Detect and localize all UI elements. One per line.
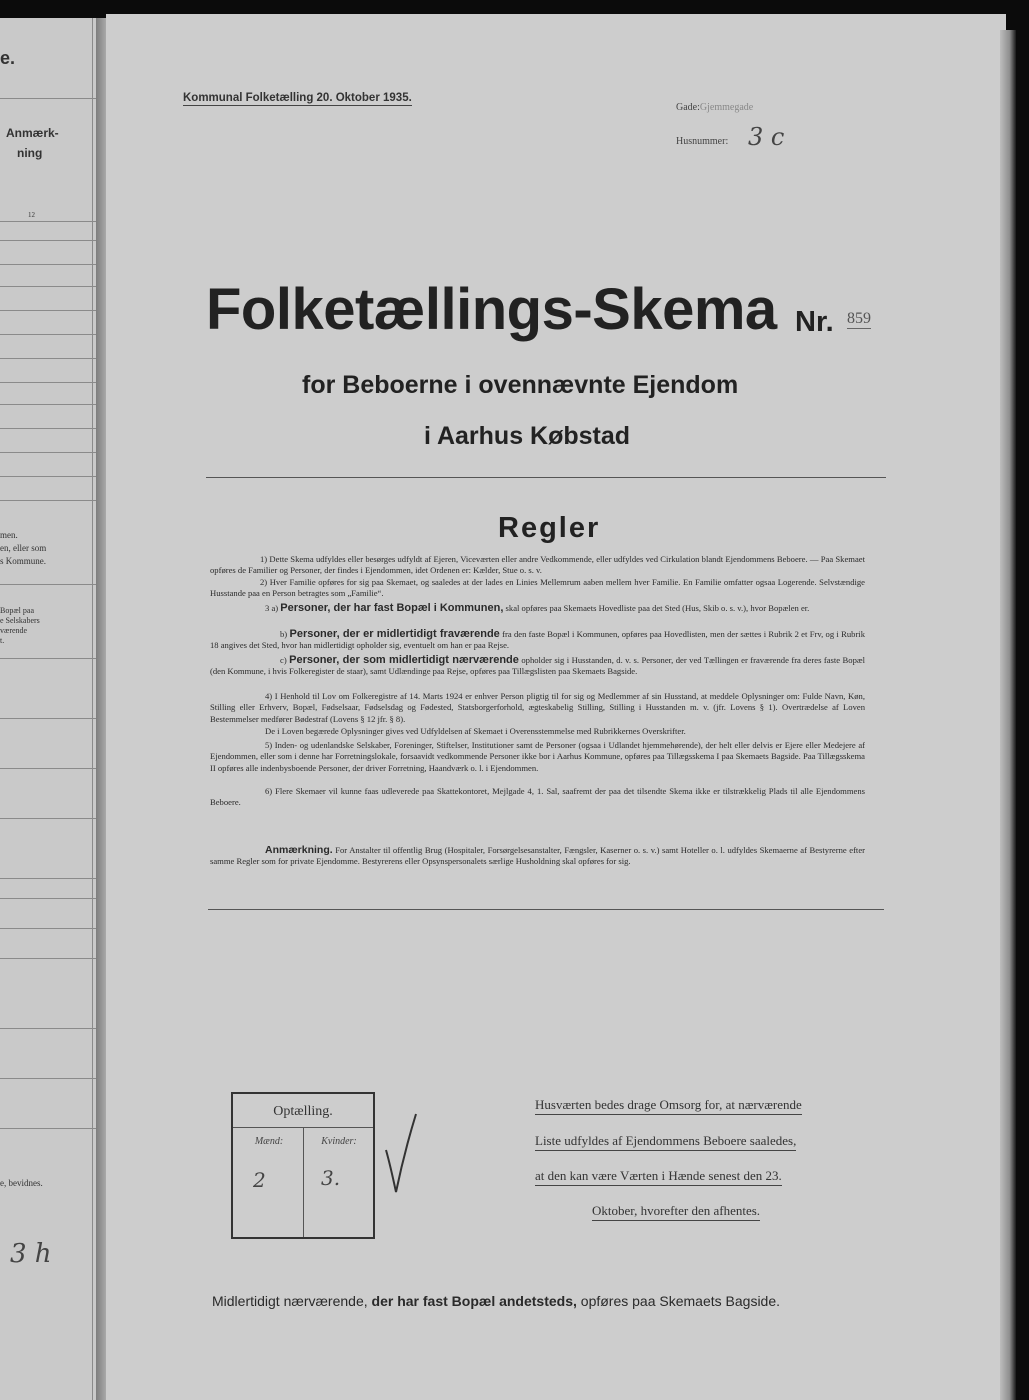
left-page-column-rule bbox=[92, 18, 93, 1400]
count-men-value: 2 bbox=[253, 1168, 266, 1192]
left-page-rule bbox=[0, 958, 96, 959]
left-page-rule bbox=[0, 658, 96, 659]
count-box-divider bbox=[303, 1127, 304, 1237]
left-page-note-1-line: en, eller som bbox=[0, 543, 47, 553]
notice-line-3: at den kan være Værten i Hænde senest den 23. bbox=[535, 1168, 782, 1186]
left-page-rule bbox=[0, 286, 96, 287]
rule-3a-number: 3 a) bbox=[265, 603, 279, 613]
house-number-value: 3 c bbox=[748, 123, 785, 151]
check-mark-icon bbox=[384, 1112, 418, 1196]
notice-line-2: Liste udfyldes af Ejendommens Beboere saaledes, bbox=[535, 1133, 796, 1151]
left-page-rule bbox=[0, 240, 96, 241]
rule-3c-number: c) bbox=[280, 655, 287, 665]
count-men-label: Mænd: bbox=[254, 1136, 284, 1147]
rule-3c-text: opholder sig i Husstanden, d. v. s. Personer, der ved Tællingen er fraværende fra deres faste Bopæl (den Kommune, i hvis Folkeregister de staar), samt Udlændinge paa Rejse, opføres paa Tillægslisten paa Skemaets Bagside. bbox=[210, 655, 865, 677]
footer-instruction bbox=[212, 1293, 780, 1309]
street-printed: Gjemmegade bbox=[699, 102, 754, 113]
left-page-rule bbox=[0, 1028, 96, 1029]
left-page-column-number: 12 bbox=[28, 211, 35, 219]
left-page-header-fragment: e. bbox=[0, 48, 16, 68]
left-page-rule bbox=[0, 334, 96, 335]
form-title: Folketællings-Skema bbox=[206, 277, 777, 342]
rule-2: 2) Hver Familie opføres for sig paa Skemaet, og saaledes at der lades en Linies Mellemrum aaben mellem hver Familie. En Familie omfatter ogsaa Logerende. Selvstændige Husstande paa en Person betragtes som „Familie“. bbox=[210, 577, 865, 599]
rule-3a-text: skal opføres paa Skemaets Hovedliste paa det Sted (Hus, Skib o. s. v.), hvor Bopælen er. bbox=[505, 603, 810, 613]
left-page-rule bbox=[0, 898, 96, 899]
left-page-rule bbox=[0, 98, 96, 99]
left-page-rule bbox=[0, 476, 96, 477]
footer-part-2: der har fast Bopæl andetsteds, bbox=[371, 1293, 577, 1309]
rule-3b-number: b) bbox=[280, 629, 288, 639]
street-label: Gade: bbox=[676, 102, 700, 113]
street-field bbox=[676, 102, 753, 113]
left-page-column-label-2: ning bbox=[17, 146, 43, 160]
left-page-rule bbox=[0, 878, 96, 879]
count-box-title: Optælling. bbox=[273, 1104, 333, 1119]
left-page-rule bbox=[0, 718, 96, 719]
form-subtitle: for Beboerne i ovennævnte Ejendom bbox=[302, 371, 739, 399]
left-page-rule bbox=[0, 1128, 96, 1129]
count-box bbox=[231, 1092, 375, 1239]
left-page-rule bbox=[0, 428, 96, 429]
rule-3a-emphasis: Personer, der har fast Bopæl i Kommunen, bbox=[280, 602, 504, 614]
title-divider bbox=[206, 477, 886, 478]
left-page-fragment bbox=[0, 18, 96, 1400]
left-page-note-1-line: men. bbox=[0, 530, 18, 540]
footer-part-3: opføres paa Skemaets Bagside. bbox=[580, 1293, 781, 1309]
rule-5: 5) Inden- og udenlandske Selskaber, Foreninger, Stiftelser, Institutioner samt de Personer (ogsaa i Udlandet hjemmehørende), der helt eller delvis er Ejere eller Medejere af Ejendommen, eller som i denne har Forretningslokale, forsaavidt vedkommende Personer ikke bor i Aarhus Kommune, opføres paa Tillægsskema I paa Skemaets Bagside. Paa Tillægsskema II opføres alle indenbysboende Personer, der driver Forretning, Haandværk o. l. i Ejendommen. bbox=[210, 740, 865, 773]
rule-4: 4) I Henhold til Lov om Folkeregistre af 14. Marts 1924 er enhver Person pligtig til for sig og Medlemmer af sin Husstand, at meddele Oplysninger om: Fulde Navn, Køn, Stilling eller Erhverv, Bopæl, Fødselsaar, Fødselsdag og Fødested, Statsborgerforhold, ægteskabelig Stilling, Stilling i Husstanden m. v. (jfr. Lovens § 1). Overtrædelse af Loven Bestemmelser medfører Bødestraf (Lovens § 12 jfr. § 8). bbox=[210, 691, 865, 724]
house-number-field bbox=[676, 136, 728, 147]
page-edge bbox=[1000, 30, 1016, 1400]
left-page-note-1-line: s Kommune. bbox=[0, 556, 46, 566]
left-page-rule bbox=[0, 928, 96, 929]
left-page-rule bbox=[0, 221, 96, 222]
remark-label: Anmærkning. bbox=[265, 844, 333, 856]
rule-3b bbox=[210, 629, 865, 652]
count-women-value: 3. bbox=[321, 1166, 341, 1190]
notice-line-4: Oktober, hvorefter den afhentes. bbox=[592, 1203, 760, 1221]
rule-3a bbox=[210, 603, 865, 614]
left-page-rule bbox=[0, 382, 96, 383]
remark-text: For Anstalter til offentlig Brug (Hospitaler, Forsørgelsesanstalter, Fængsler, Kaserner o. s. v.) samt Hoteller o. l. udfyldes Skemaerne af Bestyrerne efter samme Regler som for private Ejendomme. Bestyrerens eller Opsynspersonalets særlige Husholdning skal opføres for sig. bbox=[210, 845, 865, 867]
left-page-note-2-line: e Selskabers bbox=[0, 616, 40, 625]
book-spine bbox=[96, 18, 106, 1400]
left-page-rule bbox=[0, 310, 96, 311]
rule-6: 6) Flere Skemaer vil kunne faas udleverede paa Skattekontoret, Mejlgade 4, 1. Sal, saafremt der paa det tilsendte Skema ikke er tilstrækkelig Plads til alle Ejendommens Beboere. bbox=[210, 786, 865, 808]
form-number-label: Nr. bbox=[795, 306, 834, 338]
rule-3c-emphasis: Personer, der som midlertidigt nærværende bbox=[289, 654, 519, 666]
left-page-note-2-line: værende bbox=[0, 626, 28, 635]
left-page-handwritten: 3 h bbox=[10, 1239, 52, 1269]
left-page-rule bbox=[0, 264, 96, 265]
rules-heading: Regler bbox=[498, 512, 601, 544]
rule-4b: De i Loven begærede Oplysninger gives ved Udfyldelsen af Skemaet i Overensstemmelse med Rubrikkernes Overskrifter. bbox=[265, 726, 686, 736]
house-number-label: Husnummer: bbox=[676, 136, 729, 147]
form-number-value: 859 bbox=[847, 310, 871, 327]
rules-divider bbox=[208, 909, 884, 910]
left-page-rule bbox=[0, 358, 96, 359]
left-page-rule bbox=[0, 584, 96, 585]
left-page-rule bbox=[0, 452, 96, 453]
rule-3b-emphasis: Personer, der er midlertidigt fraværende bbox=[289, 628, 500, 640]
left-page-rule bbox=[0, 500, 96, 501]
footer-part-1: Midlertidigt nærværende, bbox=[212, 1293, 368, 1309]
left-page-column-label: Anmærk- bbox=[6, 126, 59, 140]
rule-3c bbox=[210, 655, 865, 678]
left-page-note-2-line: t. bbox=[0, 636, 5, 645]
left-page-rule bbox=[0, 818, 96, 819]
notice-line-1: Husværten bedes drage Omsorg for, at nærværende bbox=[535, 1097, 802, 1115]
left-page-rule bbox=[0, 1078, 96, 1079]
remark bbox=[210, 845, 865, 868]
count-women-label: Kvinder: bbox=[321, 1136, 357, 1147]
left-page-note-2-line: Bopæl paa bbox=[0, 606, 34, 615]
left-page-rule bbox=[0, 768, 96, 769]
left-page-note-3: e, bevidnes. bbox=[0, 1178, 43, 1188]
census-title: Kommunal Folketælling 20. Oktober 1935. bbox=[183, 92, 412, 104]
left-page-rule bbox=[0, 404, 96, 405]
rule-1: 1) Dette Skema udfyldes eller besørges udfyldt af Ejeren, Viceværten eller andre Vedkommende, eller udfyldes ved Cirkulation blandt Ejendommens Beboere. — Paa Skemaet opføres de Familier og Personer, der findes i Ejendommen, idet Ordenen er: Kælder, Stue o. s. v. bbox=[210, 554, 865, 576]
rule-3b-text: fra den faste Bopæl i Kommunen, opføres paa Hovedlisten, men der sættes i Rubrik 2 et Frv, og i Rubrik 18 angives det Sted, hvor han midlertidigt opholder sig, eventuelt om han er paa Rejse. bbox=[210, 629, 865, 651]
form-location: i Aarhus Købstad bbox=[424, 422, 631, 450]
